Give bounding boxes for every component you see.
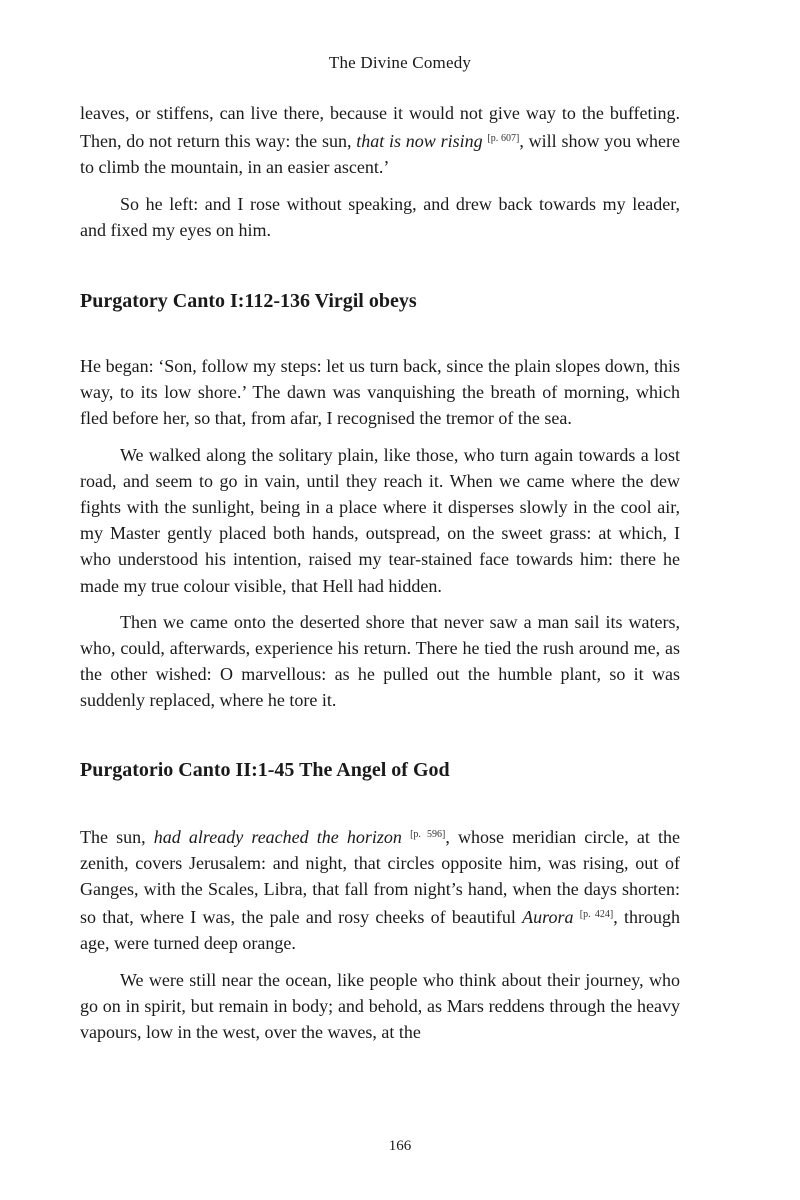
paragraph-4: We walked along the solitary plain, like those, who turn again towards a lost road, and seem to go in vain, until they reach it. When we came where the dew fights with the sunlight, being in a place where it disperses slowly in the cool air, my Master gently placed both hands, outspread, on the sweet grass: at which, I who understood his intention, raised my tear-stained face towards him: there he made my true colour visible, that Hell had hidden.: [80, 444, 680, 596]
page-number: 166: [388, 1138, 412, 1154]
page-reference: [p. 596]: [410, 828, 446, 840]
text: The sun,: [80, 826, 154, 847]
section-heading-1: Purgatory Canto I:112-136 Virgil obeys: [80, 290, 417, 313]
paragraph-6: [80, 822, 680, 957]
link-that-is-now-rising[interactable]: that is now rising: [356, 131, 483, 152]
link-aurora[interactable]: Aurora: [522, 907, 574, 928]
link-had-already-reached-the-horizon[interactable]: had already reached the horizon: [153, 826, 402, 847]
running-head: The Divine Comedy: [328, 53, 472, 72]
section-heading-2: Purgatorio Canto II:1-45 The Angel of God: [80, 758, 450, 781]
text: , whose meridian circle, at the zenith, covers Jerusalem: and night, that circles opposite him, was rising, out of Ganges, with the Scales, Libra, that fall from night’s hand, when the days shorten: so that, where I was, the pale and rosy cheeks of beautiful: [80, 826, 680, 928]
page-reference: [p. 607]: [487, 133, 520, 145]
paragraph-5: Then we came onto the deserted shore that never saw a man sail its waters, who, could, afterwards, experience his return. There he tied the rush around me, as the other wished: O marvellous: as he pulled out the humble plant, so it was suddenly replaced, where he tore it.: [80, 611, 680, 711]
paragraph-1: [80, 100, 680, 181]
text: leaves, or stiffens, can live there, because it would not give way to the buffeting. Then, do not return this way: the sun,: [80, 103, 680, 152]
paragraph-7: We were still near the ocean, like people who think about their journey, who go on in spirit, but remain in body; and behold, as Mars reddens through the heavy vapours, low in the west, over the waves, at the: [80, 969, 680, 1043]
page-body: [80, 100, 680, 1055]
paragraph-3: He began: ‘Son, follow my steps: let us turn back, since the plain slopes down, this way, to its low shore.’ The dawn was vanquishing the breath of morning, which fled before her, so that, from afar, I recognised the tremor of the sea.: [80, 356, 680, 429]
paragraph-2: So he left: and I rose without speaking, and drew back towards my leader, and fixed my eyes on him.: [80, 193, 680, 240]
text: , through age, were turned deep orange.: [80, 907, 680, 954]
text: , will show you where to climb the mountain, in an easier ascent.’: [80, 131, 680, 178]
page-reference: [p. 424]: [579, 909, 614, 921]
